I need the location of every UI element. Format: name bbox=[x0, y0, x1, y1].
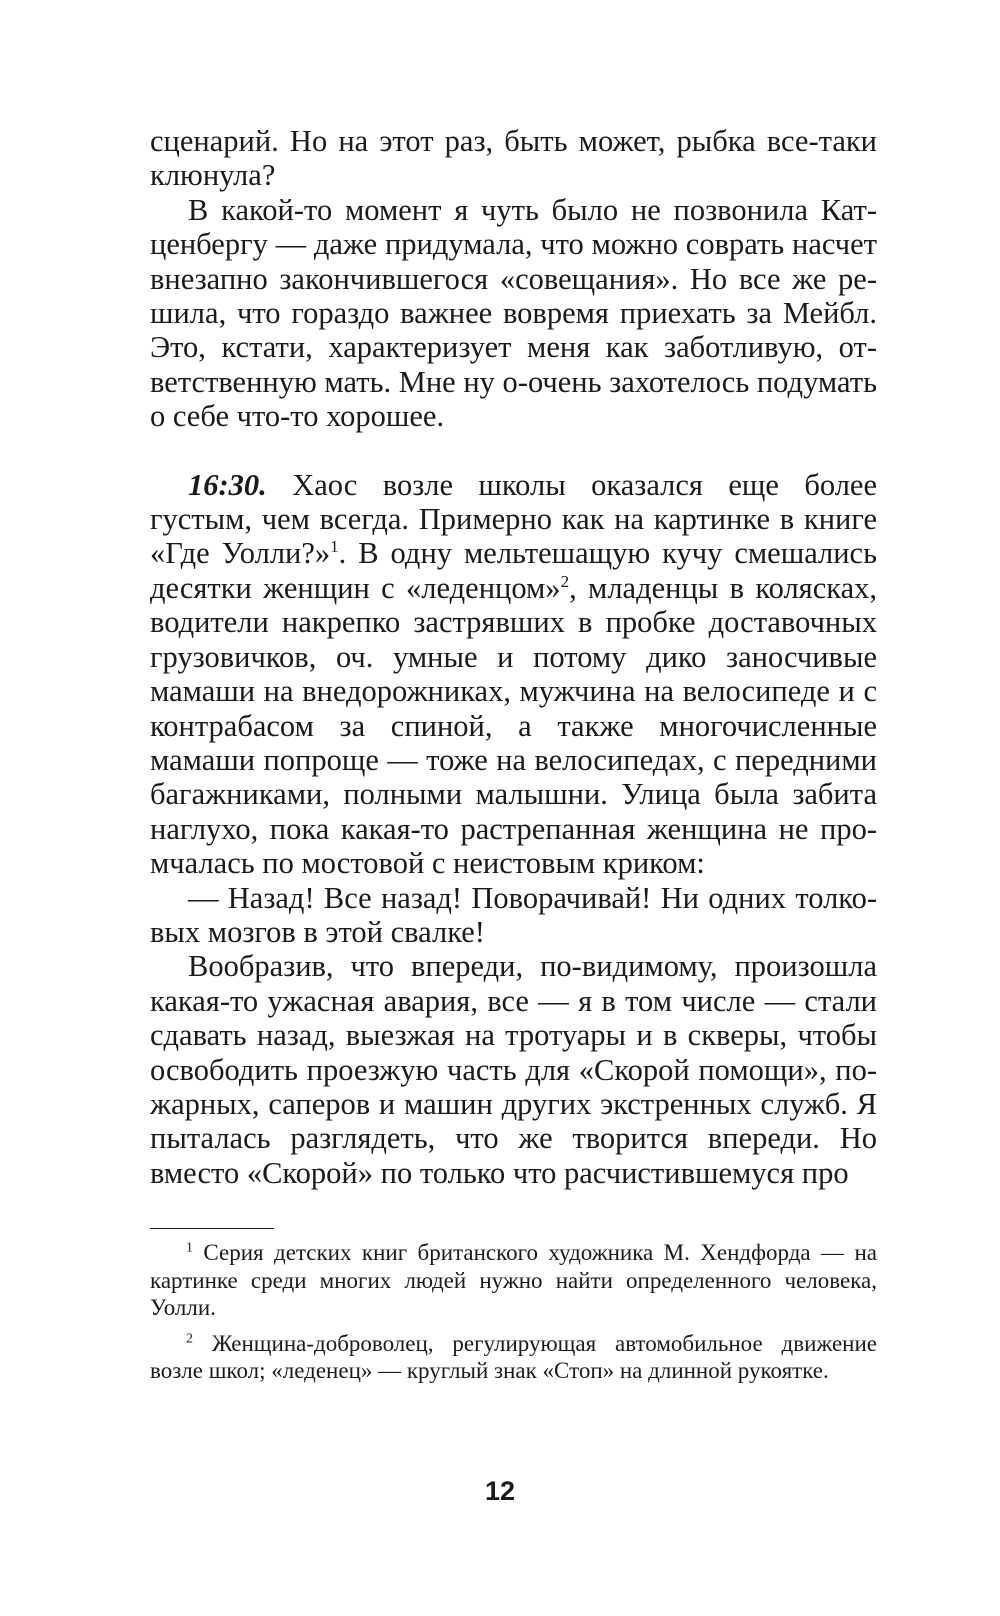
footnote-1-number: 1 bbox=[186, 1240, 193, 1256]
footnote-1-text: Серия детских книг британского художника М. Хендфорда — на картинке среди многих людей нужно найти определенного человека, Уолли. bbox=[150, 1240, 877, 1321]
time-marker: 16:30. bbox=[188, 467, 267, 502]
paragraph-5: Вообразив, что впереди, по-видимому, произошла какая-то ужасная авария, все — я в том числе — стали сдавать назад, выезжая на тротуары и в скверы, чтобы освободить проезжую часть для «Скорой помощи», пожарных, саперов и машин других экстренных служб. Я пыталась разглядеть, что же творится впереди. Но вместо «Скорой» по только что расчистившемуся про bbox=[150, 949, 877, 1190]
footnote-ref-1: 1 bbox=[330, 537, 339, 557]
page-number: 12 bbox=[484, 1476, 516, 1506]
footnote-1 bbox=[150, 1239, 877, 1322]
footnote-2 bbox=[150, 1330, 877, 1385]
footnote-ref-2: 2 bbox=[560, 571, 570, 591]
footnote-divider bbox=[150, 1228, 274, 1229]
paragraph-3 bbox=[150, 468, 877, 881]
paragraph-3-part-a: Хаос возле школы оказался еще более густым, чем всегда. Примерно как на картинке в книге «Где Уолли?» bbox=[150, 467, 877, 571]
paragraph-1: сценарий. Но на этот раз, быть может, рыбка все-таки клюнула? bbox=[150, 124, 877, 193]
footnote-2-number: 2 bbox=[186, 1331, 193, 1347]
paragraph-3-part-c: , младенцы в колясках, водители накрепко застрявших в пробке доставочных грузовичков, оч. умные и потому дико заносчивые мамаши на внедорожниках, мужчина на велосипеде и с контрабасом за спиной, а также многочисленные мамаши попроще — тоже на велосипедах, с передними багажниками, полными малышни. Улица была забита наглухо, пока какая-то растрепанная женщина не промчалась по мостовой с неистовым криком: bbox=[150, 570, 877, 881]
paragraph-3-part-b: . В одну мельтешащую кучу смешались десятки женщин с «леденцом» bbox=[150, 536, 878, 605]
dialogue-line: — Назад! Все назад! Поворачивай! Ни одних толковых мозгов в этой свалке! bbox=[150, 880, 877, 949]
page-body bbox=[150, 124, 877, 1393]
footnote-2-text: Женщина-доброволец, регулирующая автомобильное движение возле школ; «леденец» — круглый знак «Стоп» на длинной рукоятке. bbox=[150, 1330, 877, 1384]
paragraph-2: В какой-то момент я чуть было не позвонила Катценбергу — даже придумала, что можно соврать насчет внезапно закончившегося «совещания». Но все же решила, что гораздо важнее вовремя приехать за Мейбл. Это, кстати, характеризует меня как заботливую, ответственную мать. Мне ну о-очень захотелось подумать о себе что-то хорошее. bbox=[150, 192, 877, 434]
